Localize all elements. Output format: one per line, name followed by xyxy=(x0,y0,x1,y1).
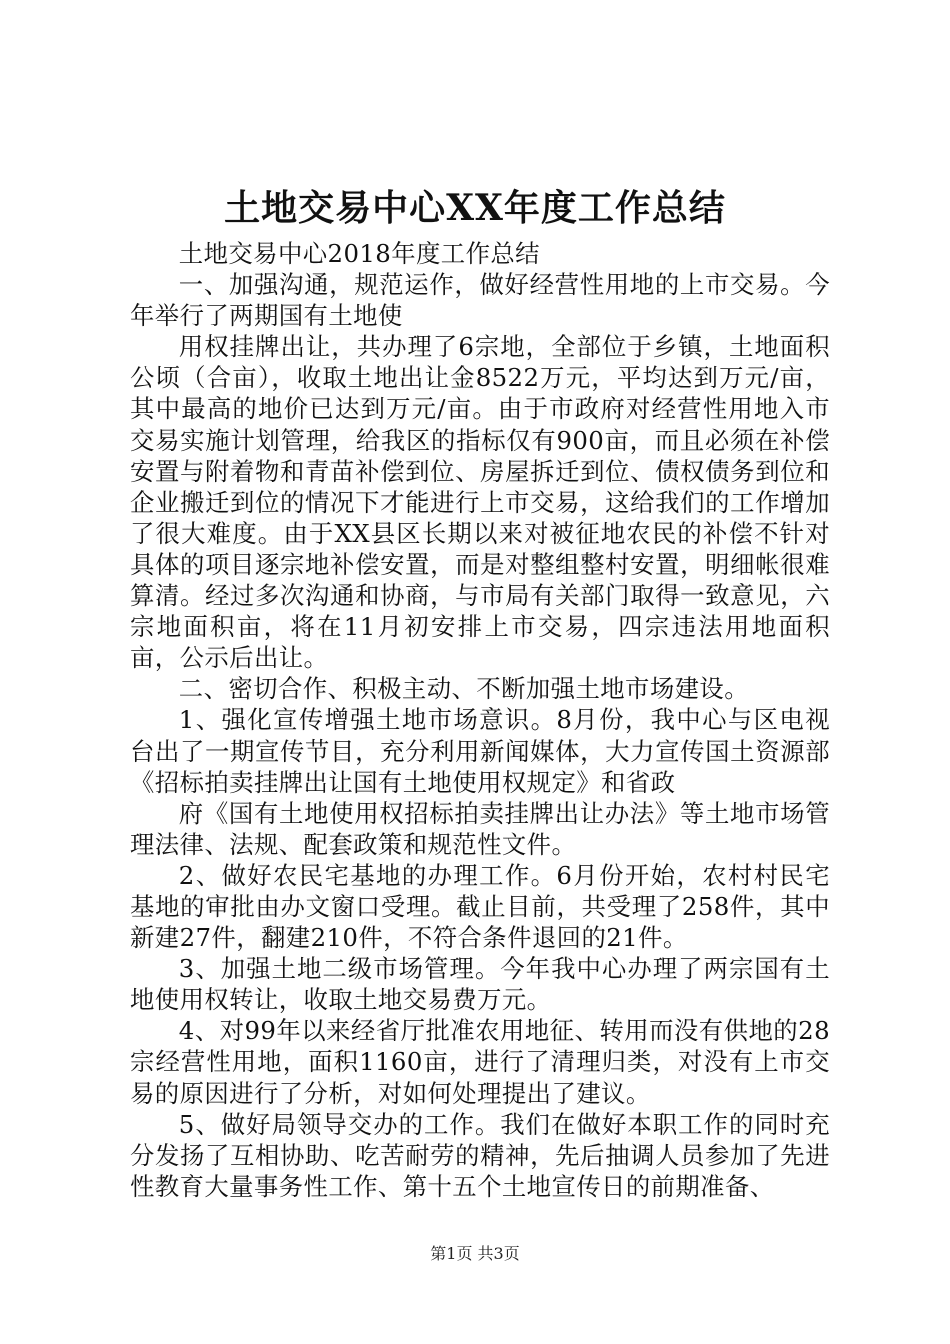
paragraph-section-1-heading: 一、加强沟通，规范运作，做好经营性用地的上市交易。今年举行了两期国有土地使 xyxy=(130,270,830,331)
paragraph-item-3-secondary-market: 3、加强土地二级市场管理。今年我中心办理了两宗国有土地使用权转让，收取土地交易费万元。 xyxy=(130,954,830,1015)
paragraph-item-1-continued: 府《国有土地使用权招标拍卖挂牌出让办法》等土地市场管理法律、法规、配套政策和规范性文件。 xyxy=(130,798,830,859)
paragraph-section-2-heading: 二、密切合作、积极主动、不断加强土地市场建设。 xyxy=(178,674,749,704)
document-body xyxy=(130,238,830,1202)
page-number-footer: 第1页 共3页 xyxy=(430,1244,520,1263)
paragraph-item-1-publicity: 1、强化宣传增强土地市场意识。8月份，我中心与区电视台出了一期宣传节目，充分利用新闻媒体，大力宣传国土资源部《招标拍卖挂牌出让国有土地使用权规定》和省政 xyxy=(130,705,830,797)
paragraph-item-5-assigned-work: 5、做好局领导交办的工作。我们在做好本职工作的同时充分发扬了互相协助、吃苦耐劳的精神，先后抽调人员参加了先进性教育大量事务性工作、第十五个土地宣传日的前期准备、 xyxy=(130,1109,830,1201)
paragraph-subtitle: 土地交易中心2018年度工作总结 xyxy=(178,239,540,268)
paragraph-item-4-cleanup: 4、对99年以来经省厅批准农用地征、转用而没有供地的28宗经营性用地，面积1160亩，进行了清理归类，对没有上市交易的原因进行了分析，对如何处理提出了建议。 xyxy=(130,1016,830,1108)
document-title: 土地交易中心XX年度工作总结 xyxy=(224,187,726,229)
paragraph-item-2-homestead: 2、做好农民宅基地的办理工作。6月份开始，农村村民宅基地的审批由办文窗口受理。截止目前，共受理了258件，其中新建27件，翻建210件，不符合条件退回的21件。 xyxy=(130,860,830,953)
paragraph-land-transfer: 用权挂牌出让，共办理了6宗地，全部位于乡镇，土地面积公顷（合亩），收取土地出让金8522万元，平均达到万元/亩，其中最高的地价已达到万元/亩。由于市政府对经营性用地入市交易实施计划管理，给我区的指标仅有900亩，而且必须在补偿安置与附着物和青苗补偿到位、房屋拆迁到位、债权债务到位和企业搬迁到位的情况下才能进行上市交易，这给我们的工作增加了很大难度。由于XX县区长期以来对被征地农民的补偿不针对具体的项目逐宗地补偿安置，而是对整组整村安置，明细帐很难算清。经过多次沟通和协商，与市局有关部门取得一致意见，六宗地面积亩，将在11月初安排上市交易，四宗违法用地面积亩，公示后出让。 xyxy=(130,332,830,673)
